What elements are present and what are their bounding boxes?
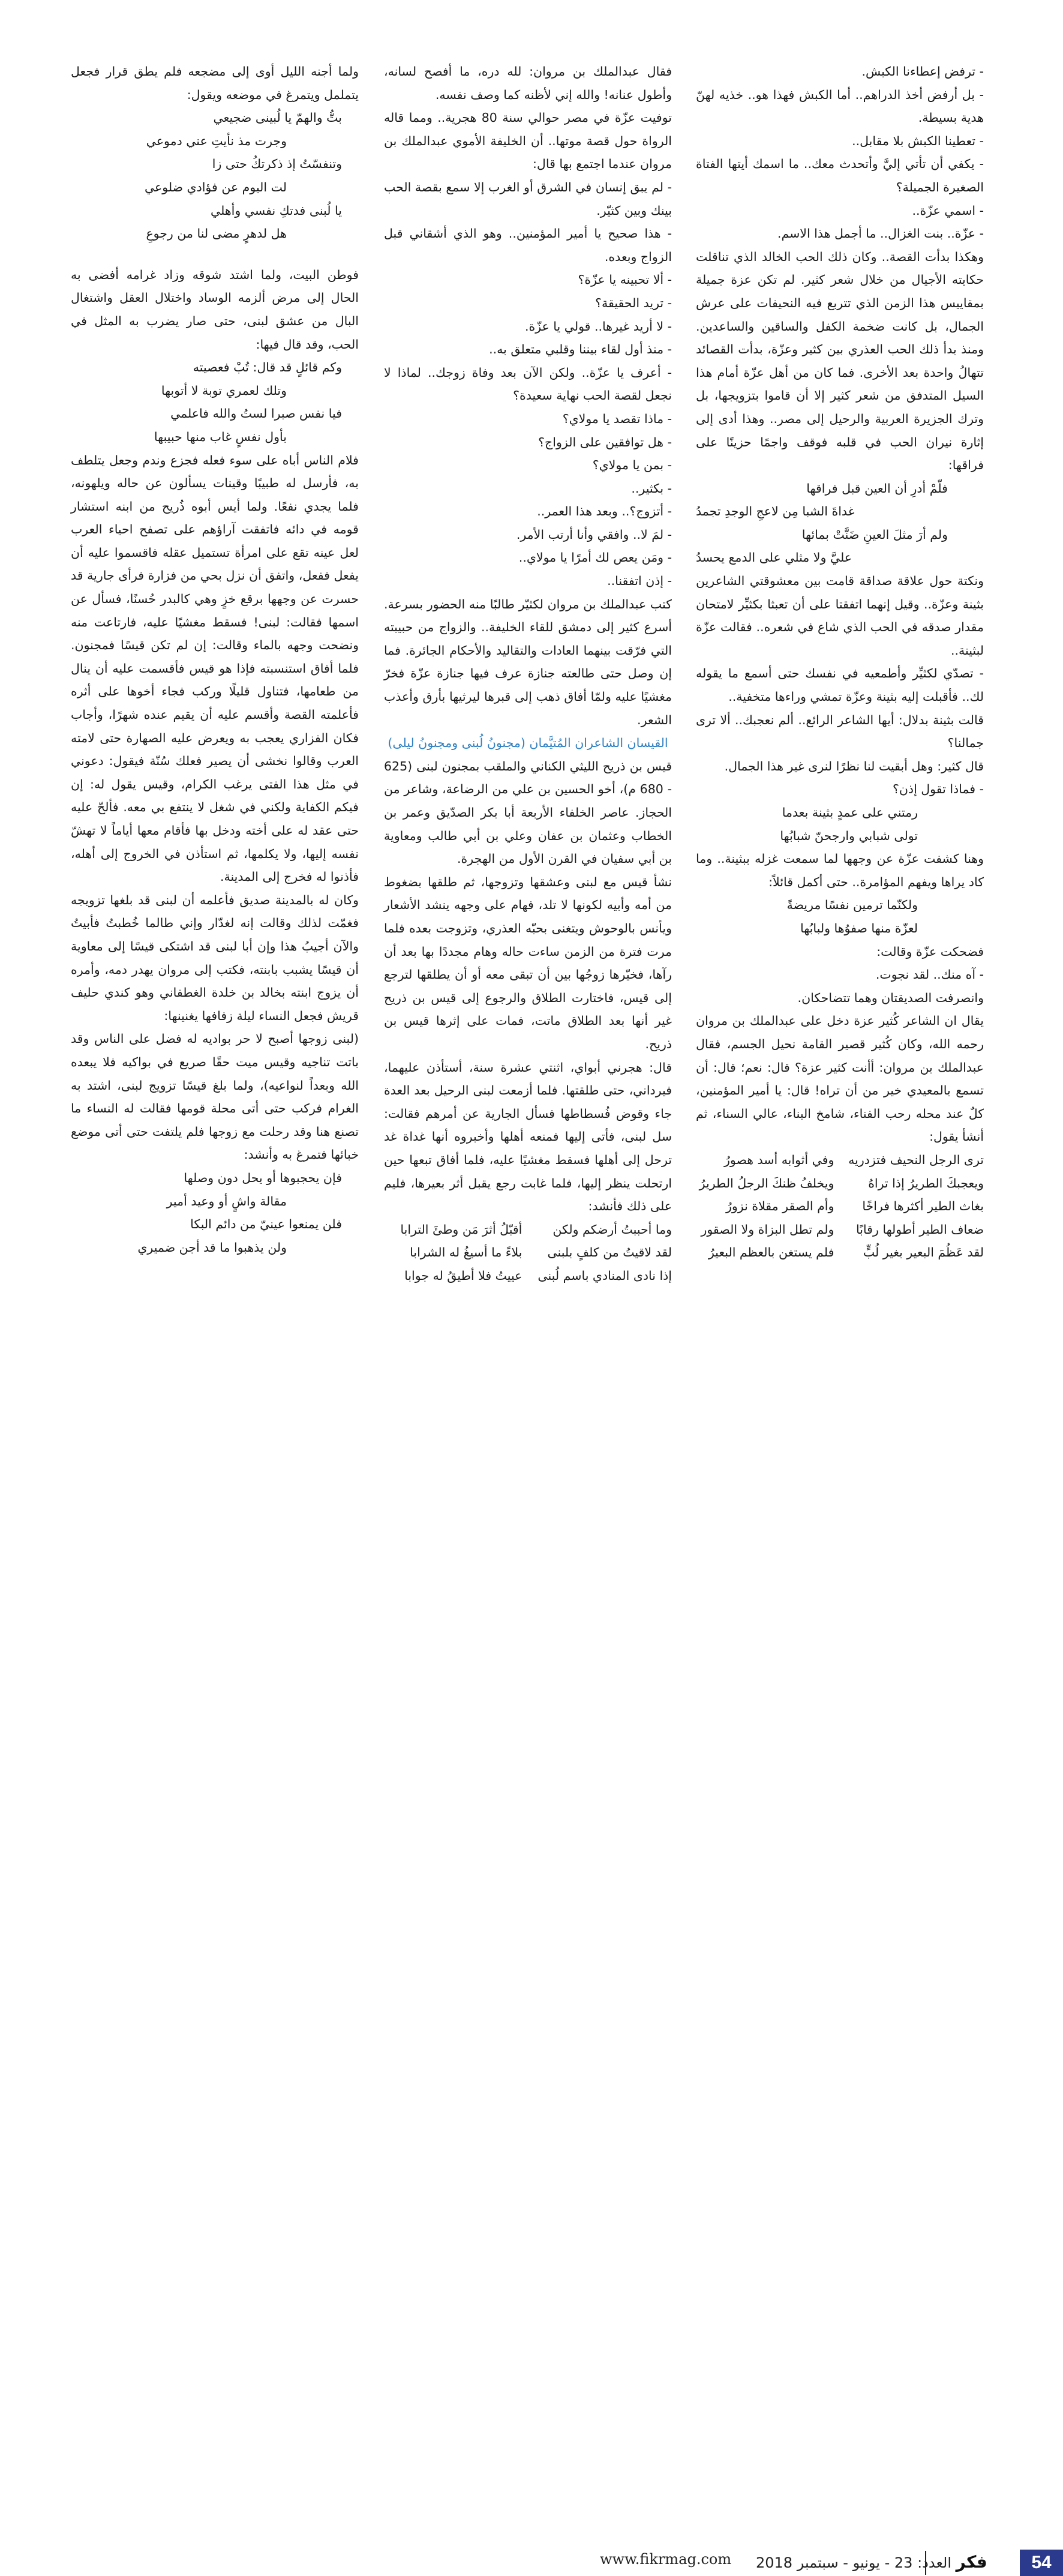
article-column-right [696,60,984,1272]
paragraph: توفيت عزّة في مصر حوالي سنة 80 هجرية.. ومما قاله الرواة حول قصة موتها.. أن الخليفة الأموي عبدالملك بن مروان عندما اجتمع بها قال: [384,110,672,172]
text-line: - ومَن يعص لك أمرًا يا مولاي.. [518,550,672,565]
text-line: - ترفض إعطاءنا الكبش. [861,64,984,79]
text-line: - آه منك.. لقد نجوت. [875,967,984,982]
verse-line: عليَّ ولا مثلي على الدمع يحسدُ [696,550,852,565]
article-column-left [71,60,359,1272]
verse-line: وتلك لعمري توبة لا أتوبها [161,383,287,398]
text-line: - ألا تحبينه يا عزّة؟ [578,272,672,287]
verse-line: فإن يحجبوها أو يحل دون وصلها [184,1170,342,1185]
text-line: - لا أريد غيرها.. قولي يا عزّة. [524,319,672,334]
poem-row [696,1241,984,1264]
verse-hemistich: إذا نادى المنادي باسم لُبنى [537,1268,672,1283]
text-line: - تريد الحقيقة؟ [595,295,672,310]
verse-hemistich: لقد لاقيتُ من كلفٍ بلبنى [547,1245,672,1260]
paragraph: قالت بثينة بدلال: أيها الشاعر الرائع.. ألم نعجبك.. ألا ترى جمالنا؟ [696,712,984,751]
text-line: وانصرفت الصديقتان وهما تتضاحكان. [797,990,984,1005]
paragraph: ونكتة حول علاقة صداقة قامت بين معشوقتي الشاعرين بثينة وعزّة.. وقيل إنهما اتفقتا على أن تعبثا بكثيِّر لامتحان مقدار صدقه في الحب الذي شاع في شعره.. فقالت عزّة لبثينة.. [696,574,984,658]
paragraph: كتب عبدالملك بن مروان لكثيّر طالبًا منه الحضور بسرعة. أسرع كثير إلى دمشق للقاء الخليفة.. والزواج من حبيبته التي فرّقت بينهما العادات والتقاليد والأحكام الجائرة. فما إن وصل حتى طالعته جنازة عرف فيها جنازة عزّة فخرّ مغشيًا عليه ولمّا أفاق ذهب إلى قبرها ليرثيها بأرق وأعذب الشعر. [384,596,672,727]
poem-row [696,1195,984,1218]
verse-line: يا لُبنى فدتكِ نفسي وأهلي [211,203,342,218]
poem-row [384,1218,672,1241]
article-column-middle [384,60,672,1283]
poem-row [696,1148,984,1172]
verse-hemistich: ويعجبكَ الطريرُ إذا تراهُ [868,1175,984,1190]
text-line: - اسمي عزّة.. [912,203,984,218]
paragraph: قال كثير: وهل أبقيت لنا نظرًا لنرى غير هذا الجمال. [724,758,984,773]
paragraph: قال: هجرني أبواي، اثنتي عشرة سنة، أستأذن عليهما، فيرداني، حتى طلقتها. فلما أزمعت لبنى الرحيل بعد العدة جاء وقوض فُسطاطها فسأل الجارية عن أمرهم فقالت: سل لبنى، فأتى إليها فمنعه أهلها وأخبروه أنها غداة غد ترحل إلى أهلها فسقط مغشيًا عليه، فلما أفاق تبعها حين ارتحلت ينظر إليها، فلما غابت رجع يقبل أثر بعيرها، فليم على ذلك فأنشد: [384,1060,672,1214]
verse-line: فلّمْ أدرِ أن العين قبل فراقها [806,481,948,496]
verse-line: ولم أرَ مثلَ العينِ ضَنَّتْ بمائها [801,527,948,542]
verse-hemistich: لقد عَظُمَ البعير بغير لُبٍّ [863,1245,984,1260]
poem-block [696,1148,984,1264]
text-line: - هل توافقين على الزواج؟ [538,434,672,449]
text-line: - منذ أول لقاء بيننا وقلبي متعلق به.. [489,342,672,357]
verse-line: فيا نفس صبرا لستُ والله فاعلمي [170,406,342,421]
paragraph: فلام الناس أباه على سوء فعله فجزع وندم وجعل يتلطف به، فأرسل له طبيبًا وقينات يسألون عن حاله ويلهونه، فلما يجدي نفعًا. ولما أيس أبوه ذُريح من ابنه استشار قومه في دائه فاتفقت آراؤهم على تصفح احياء العرب لعل عينه تقع على امرأة تستميل عقله فاقسموا عليه أن يفعل ففعل، واتفق أن نزل بحي من فزارة فرأى جارية قد حسرت عن وجهها برقع خزٍ وهي كالبدر حُسنًا، فسأل عن اسمها فقالت: لبنى! فسقط مغشيًا عليه، فارتاعت منه ونضحت وجهه بالماء وقالت: إن لم تكن قيسًا فمجنون. فلما أفاق استنسبته فإذا هو قيس فأقسمت عليه أن ينال من طعامها، فتناول قليلًا وركب فجاء أخوها على أثره فأعلمته القصة وأقسم عليه أن يقيم عنده شهرًا، وأجاب فكان الفزاري يعجب به ويعرض عليه الصهارة حتى لامته العرب وقالوا نخشى أن يصير فعلك سُنّة فيقول: دعوني في مثل هذا الفتى يرغب الكرام، وقيس يقول له: إن فيكم الكفاية ولكني في شغل لا ينتفع بي معه. فألحّ عليه حتى عقد له على أخته ودخل بها فأقام معها أياماً لا تهشّ نفسه إليها، ولا يكلمها، ثم استأذن في الخروج إلى أهله، فأذنوا له فخرج إلى المدينة. [71,452,359,884]
verse-hemistich: بلاءً ما أسيغُ له الشرابا [410,1245,523,1260]
verse-hemistich: أقبّلُ أثرَ مَن وطئَ الترابا [400,1222,523,1237]
verse-line: لت اليوم عن فؤادي ضلوعي [144,179,287,194]
text-line: - أعرف يا عزّة.. ولكن الآن بعد وفاة زوجك.. لماذا لا نجعل لقصة الحب نهاية سعيدة؟ [384,365,672,403]
poem-row [696,1172,984,1195]
website-link[interactable]: www.fikrmag.com [600,2551,732,2568]
issue-label: العدد: 23 - يونيو - سبتمبر 2018 [756,2554,952,2571]
section-heading: القيسان الشاعران المُتيَّمان (مجنونُ لُبنى ومجنونُ ليلى) [388,736,668,751]
verse-line: وجرت مذ نأيتِ عني دموعي [146,133,287,148]
verse-hemistich: وما أحببتُ أرضكم ولكن [552,1222,672,1237]
verse-line: هل لدهرٍ مضى لنا من رجوعِ [146,226,287,241]
magazine-logo: فكر [956,2552,987,2572]
verse-line: وكم قائلٍ قد قال: تُبْ فعصيته [193,360,342,375]
verse-line: تولى شبابي وارجحنّ شبابُها [780,828,918,843]
verse-line: ولن يذهبوا ما قد أجن ضميري [137,1240,287,1255]
paragraph: نشأ قيس مع لبنى وعشقها وتزوجها، ثم طلقها بضغوط من أمه وأبيه لكونها لا تلد، فهام على وجهه ينشد الأشعار ويأنس بالوحوش ويتغنى بحبّه العذري، وتزوجت بعده فلما مرت فترة من الزمن ساءت حاله وهام مجددًا بها بعد أن رآها، فخيّرها زوجُها بين أن تبقى معه أو أن يطلقها لترجع إلى قيس، فاختارت الطلاق والرجوع إلى قيس بن ذريح غير أنها بعد الطلاق ماتت، فمات على إثرها قيس بن ذريح. [384,874,672,1051]
verse-hemistich: ويخلفُ ظنكَ الرجلُ الطريرُ [699,1175,834,1190]
paragraph: - تصدّي لكثيِّر وأطمعيه في نفسك حتى أسمع ما يقوله لك.. فأقبلت إليه بثينة وعزّة تمشي وراءها متخفية.. [696,666,984,704]
verse-hemistich: عييتُ فلا أطيقُ له جوابا [404,1268,523,1283]
paragraph: وهكذا بدأت القصة.. وكان ذلك الحب الخالد الذي تناقلت حكايته الأجيال من خلال شعر كثير. لم تكن عزة جميلة بمقاييس هذا الزمن الذي تتربع فيه النحيفات على عرش الجمال، بل كانت ضخمة الكفل والساقين والساعدين. ومنذ بدأ ذلك الحب العذري بين كثير وعزّة، بدأت القصائد تتهالُ واحدة بعد الأخرى. فما كان من أهل عزّة أمام هذا السيل المتدفق من شعر كثير إلا أن قاموا بتزويجها، بل وترك الجزيرة العربية والرحيل إلى مصر.. وهذا أدى إلى إثارة نيران الحب في قلبه فوقف واجمًا حزينًا على فراقها: [696,249,984,473]
paragraph: وكان له بالمدينة صديق فأعلمه أن لبنى قد بلغها تزويجه فغمّت لذلك وقالت إنه لغدّار وإني طالما خُطبتُ فأبيتُ والآن أجيبُ هذا وإن أبا لبنى قد اشتكى قيسًا إلى معاوية أن قيسًا يشبب بابنته، فكتب إلى مروان يهدر دمه، وأمره أن يزوج ابنته بخالد بن خلدة الغطفاني وهو كندي حليف قريش فجعل النساء ليلة زفافها يغنينها: [71,892,359,1023]
text-line: - تعطينا الكبش بلا مقابل.. [852,133,984,148]
verse-line: ولكنّما ترمين نفسًا مريضةً [786,898,918,913]
verse-hemistich: بغاث الطير أكثرها فراخًا [862,1199,984,1214]
text-line: - لمَ لا.. وافقي وأنا أرتب الأمر. [516,527,672,542]
verse-line: غداةَ الشبا مِن لاعجِ الوجدِ تجمدُ [696,504,855,519]
text-line: - فماذا تقول إذن؟ [893,782,984,797]
verse-line: لعزّة منها صفوُها ولبابُها [800,920,918,935]
verse-line: رمتني على عمدٍ بثينة بعدما [782,805,918,820]
paragraph: وهنا كشفت عزّة عن وجهها لما سمعت غزله ببثينة.. وما كاد يراها ويفهم المؤامرة.. حتى أكمل قائلاً: [696,851,984,889]
text-line: - عزّة.. بنت الغزال.. ما أجمل هذا الاسم. [777,226,984,241]
paragraph: فقال عبدالملك بن مروان: لله دره، ما أفصح لسانه، وأطول عنانه! والله إني لأظنه كما وصف نفسه. [384,64,672,102]
text-line: - بكثير.. [631,481,672,496]
page-footer [0,1271,1063,2572]
verse-hemistich: فلم يستغن بالعظم البعيرُ [708,1245,834,1260]
text-line: - يكفي أن تأتي إليَّ وأتحدث معك.. ما اسمك أيتها الفتاة الصغيرة الجميلة؟ [696,157,984,194]
verse-hemistich: وأم الصقر مقلاة نزورُ [726,1199,834,1214]
verse-hemistich: ضعاف الطير أطولها رقابًا [855,1222,984,1237]
text-line: - ماذا تقصد يا مولاي؟ [562,411,672,426]
verse-line: بتُّ والهمّ يا لُبينى ضجيعي [213,110,342,125]
verse-line: وتنفسّتُ إذ ذكرتكُ حتى زا [212,157,342,172]
paragraph: ولما أجنه الليل أوى إلى مضجعه فلم يطق قرار فجعل يتململ ويتمرغ في موضعه ويقول: [71,64,359,102]
verse-hemistich: ولم تطل البزاة ولا الصقور [701,1222,834,1237]
text-line: فضحكت عزّة وقالت: [876,944,984,959]
verse-hemistich: ترى الرجل النحيف فتزدريه [848,1152,984,1167]
text-line: - إذن اتفقنا.. [607,574,672,589]
text-line: - بمن يا مولاي؟ [592,458,672,473]
verse-line: مقالة واشٍ أو وعيد أمير [166,1193,287,1208]
text-line: - بل أرفض أخذ الدراهم.. أما الكبش فهذا هو.. خذيه لهنّ هدية بسيطة. [696,87,984,125]
paragraph: قيس بن ذريح الليثي الكناني والملقب بمجنون لبنى (625 - 680 م)، أخو الحسين بن علي من الرضاعة، وشاعر من الحجاز. عاصر الخلفاء الأربعة أبا بكر الصدّيق وعمر بن الخطاب وعثمان بن عفان وعلي بن أبي طالب ومعاوية بن أبي سفيان في القرن الأول من الهجرة. [384,758,672,866]
verse-line: بأول نفسٍ غاب منها حبيبها [154,429,287,444]
paragraph: (لبنى زوجها أصبح لا حر بواديه له فضل على الناس وقد باتت تناجيه وقيس ميت حقًا صريع في بواكيه فلا يبعده الله وبعداً لنواعيه)، ولما بلغ قيسًا تزويج لبنى، اشتد به الغرام فركب حتى أتى محلة قومها فقالت له النساء ما تصنع هنا وقد رحلت مع زوجها فلم يلتفت حتى أتى موضع خبائها فتمرغ به وأنشد: [71,1031,359,1162]
poem-row [384,1241,672,1264]
issue-info [756,2551,987,2574]
spacer [71,245,359,263]
paragraph: يقال ان الشاعر كُثير عزة دخل على عبدالملك بن مروان رحمه الله، وكان كُثير قصير القامة نحيل الجسم، فقال عبدالملك بن مروان: أأنت كثير عزة؟ قال: نعم؛ قال: أن تسمع بالمعيدي خير من أن تراه! قال: يا أمير المؤمنين، كلٌ عند محله رحب الفناء، شامخ البناء، عالي السناء، ثم أنشأ يقول: [696,1013,984,1144]
verse-line: فلن يمنعوا عينيّ من دائم البكا [190,1217,342,1232]
verse-hemistich: وفي أثوابه أسد هصورُ [723,1152,834,1167]
text-line: - لم يبق إنسان في الشرق أو الغرب إلا سمع بقصة الحب بينك وبين كثيّر. [384,179,672,218]
page-number: 54 [1020,2550,1063,2576]
text-line: - هذا صحيح يا أمير المؤمنين.. وهو الذي أشقاني قبل الزواج وبعده. [384,226,672,264]
poem-row [696,1218,984,1241]
paragraph: فوطن البيت، ولما اشتد شوقه وزاد غرامه أفضى به الحال إلى مرض ألزمه الوساد واختلال العقل واشتغال البال من عشق لبنى، حتى صار يضرب به المثل في الحب، وقد قال فيها: [71,267,359,352]
text-line: - أتزوج؟.. وبعد هذا العمر.. [537,504,672,519]
